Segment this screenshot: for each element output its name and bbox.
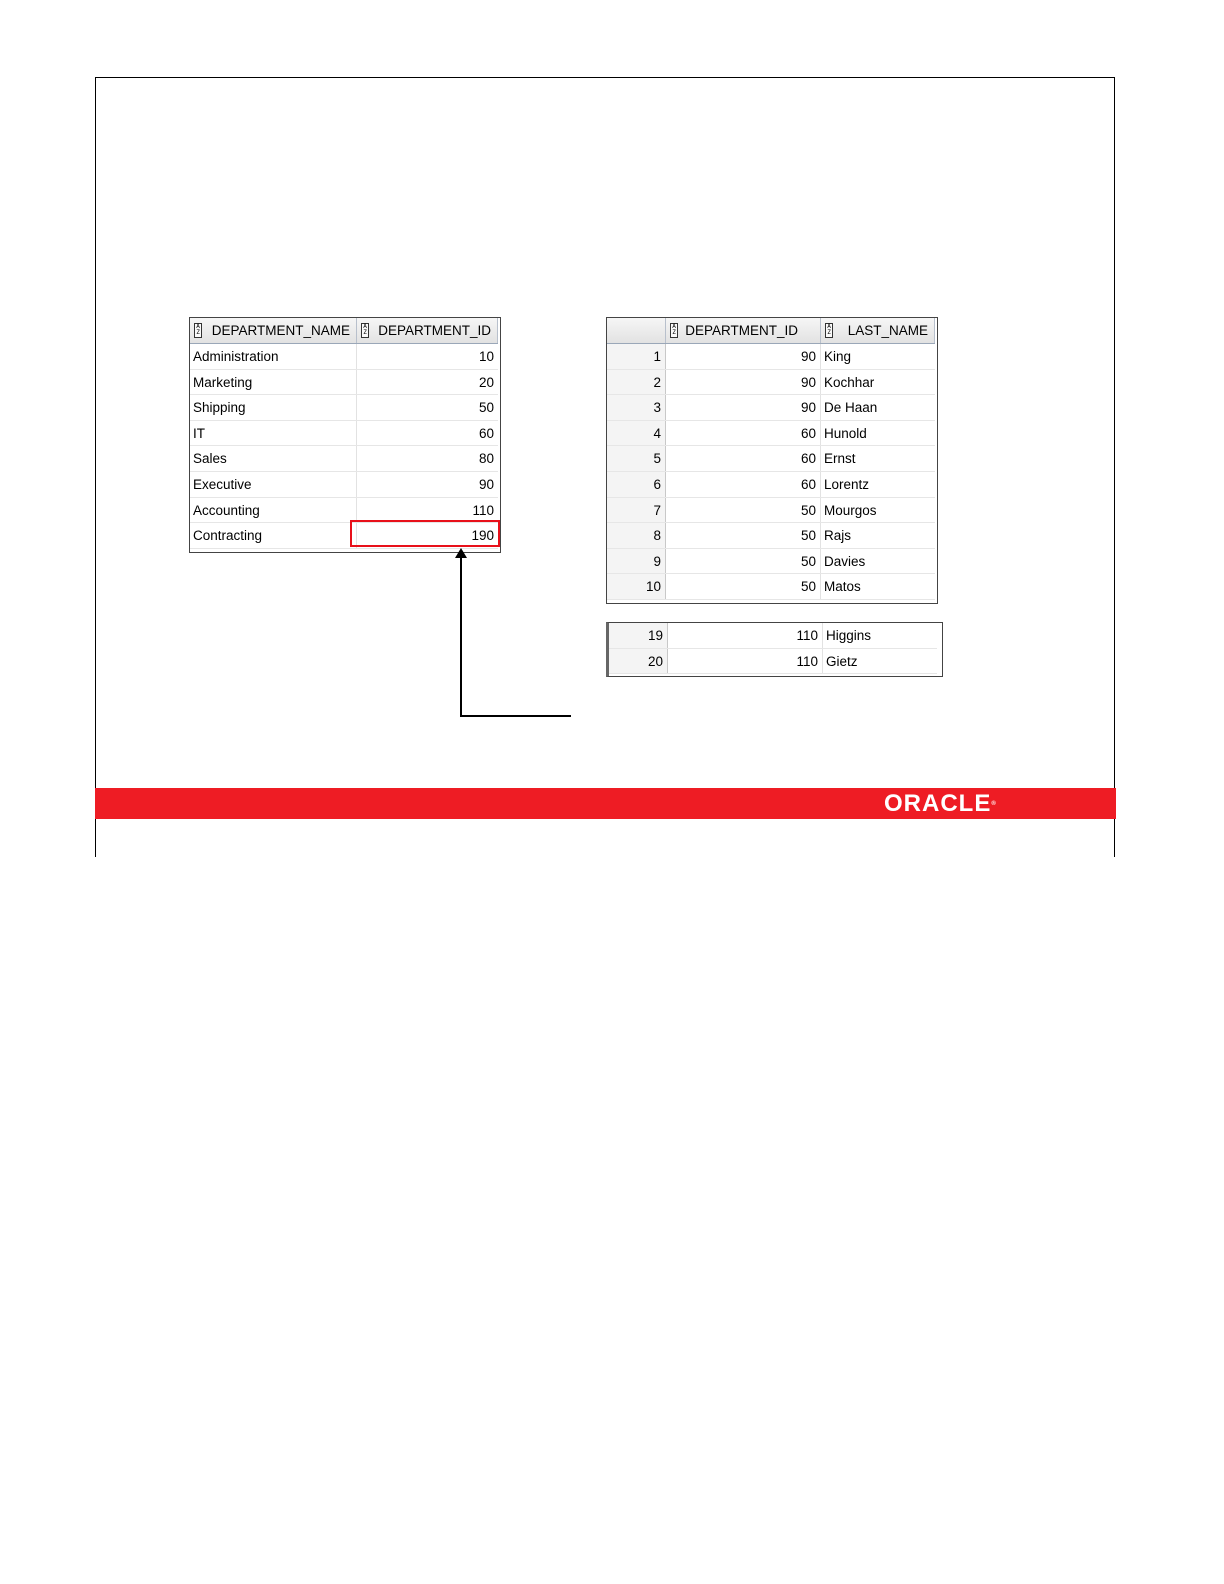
row-number-cell: 7: [607, 498, 666, 523]
department-id-cell[interactable]: 110: [668, 623, 823, 648]
table-row[interactable]: [190, 421, 498, 447]
column-header-department-id[interactable]: A Z DEPARTMENT_ID: [666, 318, 821, 343]
employees-grid: [606, 317, 938, 604]
row-number-cell: 1: [607, 344, 666, 369]
department-id-cell[interactable]: 50: [666, 523, 821, 548]
employees-grid-header: [607, 318, 935, 344]
department-id-cell[interactable]: 50: [666, 498, 821, 523]
department-id-cell[interactable]: 90: [666, 395, 821, 420]
department-id-cell[interactable]: 50: [666, 574, 821, 599]
column-header-last-name[interactable]: A Z LAST_NAME: [821, 318, 935, 343]
table-row[interactable]: [607, 523, 935, 549]
department-id-cell[interactable]: 60: [666, 446, 821, 471]
last-name-cell[interactable]: Hunold: [824, 425, 867, 441]
last-name-cell[interactable]: Higgins: [826, 628, 872, 643]
department-name-cell[interactable]: Contracting: [190, 523, 357, 548]
table-row[interactable]: [607, 549, 935, 575]
table-row[interactable]: [607, 498, 935, 524]
last-name-cell[interactable]: King: [824, 349, 852, 364]
row-number-cell: 10: [607, 574, 666, 599]
employees-grid-tail: [606, 622, 943, 677]
row-number-cell: 6: [607, 472, 666, 497]
departments-grid: [189, 317, 501, 553]
departments-grid-header: [190, 318, 498, 344]
last-name-cell[interactable]: De Haan: [824, 400, 878, 416]
last-name-cell[interactable]: Mourgos: [824, 502, 877, 518]
department-name-cell[interactable]: Marketing: [190, 370, 357, 395]
arrow-line-vertical: [460, 556, 462, 717]
table-row[interactable]: [607, 574, 935, 600]
department-id-cell[interactable]: 110: [472, 502, 494, 518]
column-header-department-id[interactable]: A Z DEPARTMENT_ID: [357, 318, 498, 343]
last-name-cell[interactable]: Gietz: [826, 653, 858, 669]
department-id-cell[interactable]: 60: [666, 421, 821, 446]
department-name-cell[interactable]: Accounting: [190, 498, 357, 523]
table-row[interactable]: [190, 344, 498, 370]
department-id-cell[interactable]: 20: [478, 374, 494, 390]
sort-icon[interactable]: A Z: [825, 323, 833, 338]
table-row[interactable]: [607, 370, 935, 396]
department-name-cell[interactable]: Sales: [190, 446, 357, 471]
row-number-header: [607, 318, 666, 343]
last-name-cell[interactable]: Davies: [824, 553, 866, 569]
table-row[interactable]: [607, 472, 935, 498]
row-number-cell: 20: [609, 649, 668, 674]
table-row[interactable]: [609, 623, 937, 649]
department-id-cell[interactable]: 90: [666, 344, 821, 369]
row-number-cell: 4: [607, 421, 666, 446]
department-id-cell[interactable]: 90: [478, 477, 494, 492]
department-name-cell[interactable]: Executive: [190, 472, 357, 497]
table-row[interactable]: [609, 649, 937, 675]
table-row[interactable]: [607, 421, 935, 447]
row-number-cell: 5: [607, 446, 666, 471]
last-name-cell[interactable]: Kochhar: [824, 374, 875, 390]
sort-icon[interactable]: A Z: [361, 323, 369, 338]
row-number-cell: 19: [609, 623, 668, 648]
last-name-cell[interactable]: Matos: [824, 579, 861, 595]
table-row[interactable]: [607, 395, 935, 421]
department-id-cell[interactable]: 10: [478, 349, 494, 364]
last-name-cell[interactable]: Rajs: [824, 528, 852, 544]
department-name-cell[interactable]: Shipping: [190, 395, 357, 420]
department-id-cell[interactable]: 60: [666, 472, 821, 497]
table-row[interactable]: [607, 344, 935, 370]
row-number-cell: 3: [607, 395, 666, 420]
last-name-cell[interactable]: Ernst: [824, 451, 856, 467]
highlight-box-190: [350, 520, 500, 547]
department-name-cell[interactable]: Administration: [190, 344, 357, 369]
department-id-cell[interactable]: 110: [668, 649, 823, 674]
arrow-line-horizontal: [460, 715, 571, 717]
department-id-cell[interactable]: 80: [478, 451, 494, 467]
table-row[interactable]: [190, 446, 498, 472]
table-row[interactable]: [190, 472, 498, 498]
department-id-cell[interactable]: 60: [478, 425, 494, 441]
table-row[interactable]: [190, 370, 498, 396]
department-name-cell[interactable]: IT: [190, 421, 357, 446]
sort-icon[interactable]: A Z: [194, 323, 202, 338]
department-id-cell[interactable]: 50: [666, 549, 821, 574]
column-header-department-name[interactable]: A Z DEPARTMENT_NAME: [190, 318, 357, 343]
department-id-cell[interactable]: 90: [666, 370, 821, 395]
department-id-cell[interactable]: 190: [471, 528, 494, 544]
row-number-cell: 8: [607, 523, 666, 548]
row-number-cell: 2: [607, 370, 666, 395]
table-row[interactable]: [190, 395, 498, 421]
sort-icon[interactable]: A Z: [670, 323, 678, 338]
table-row[interactable]: [607, 446, 935, 472]
row-number-cell: 9: [607, 549, 666, 574]
oracle-logo: ORACLE®: [884, 790, 997, 817]
department-id-cell[interactable]: 50: [478, 400, 494, 416]
last-name-cell[interactable]: Lorentz: [824, 477, 870, 492]
